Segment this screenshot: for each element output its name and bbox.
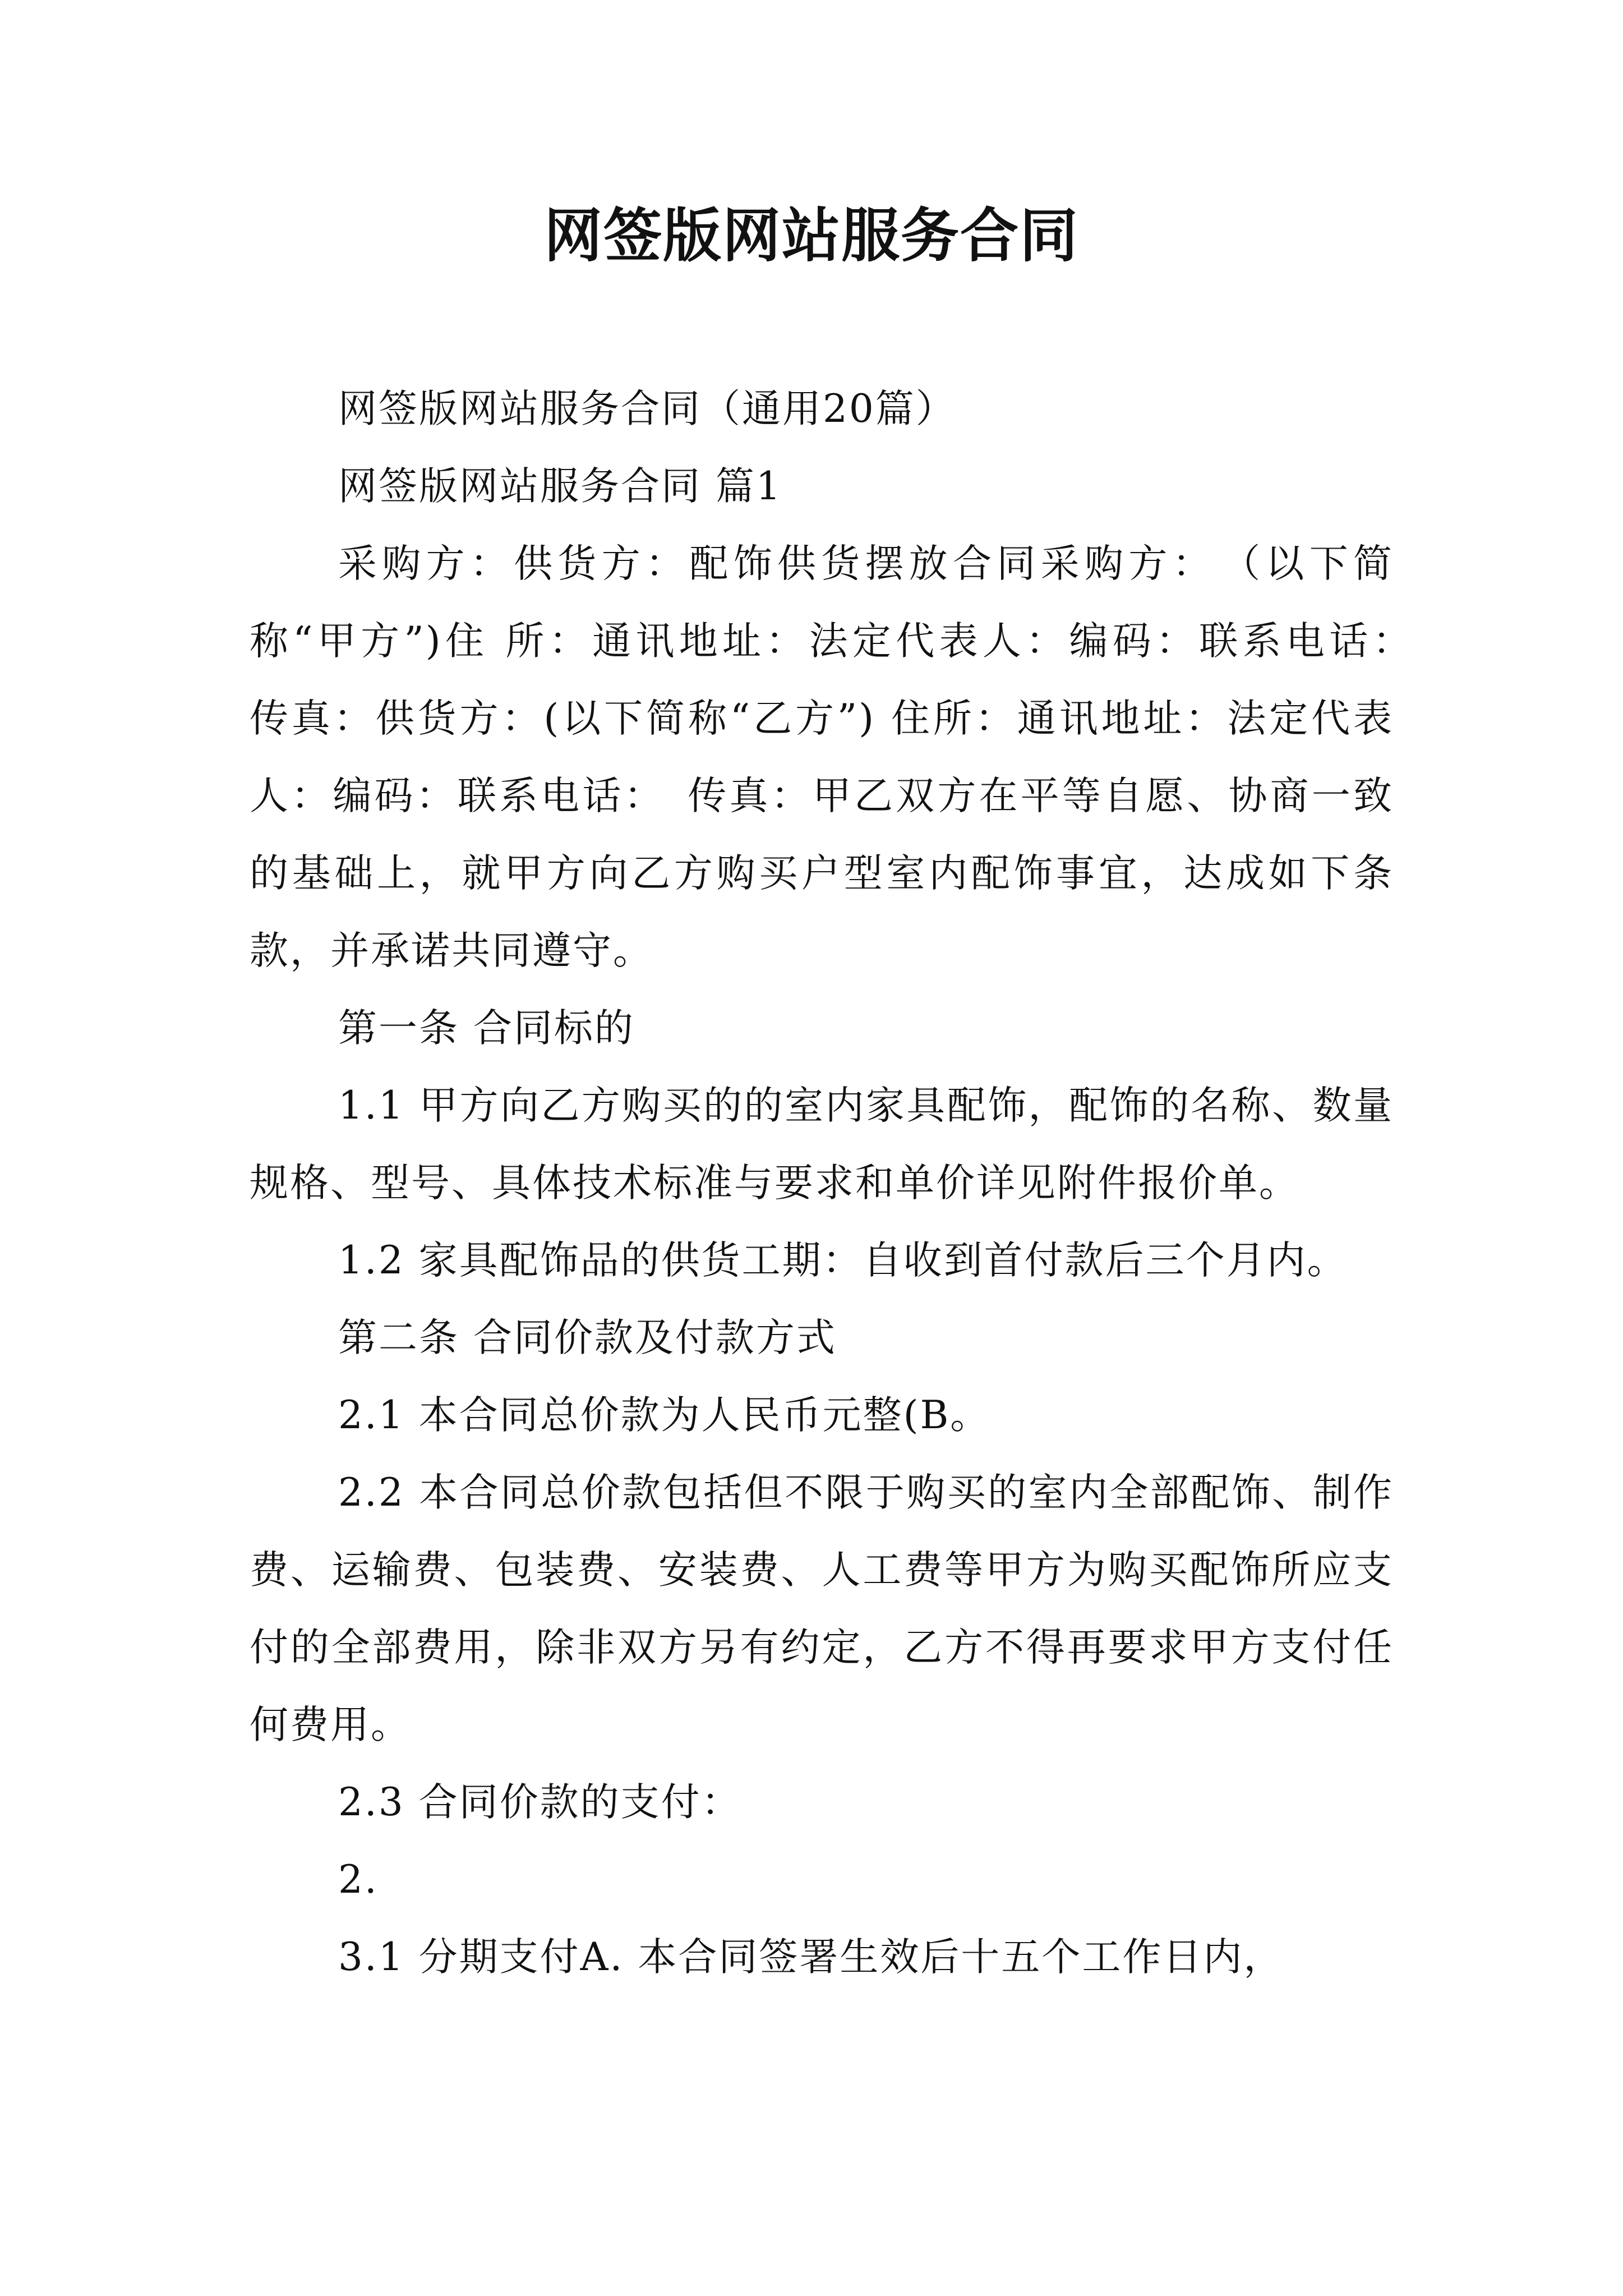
- clause-2-fragment: 2.: [338, 1857, 379, 1902]
- clause-2-3: 2.3 合同价款的支付：: [338, 1780, 742, 1825]
- parties-paragraph: 采购方：供货方：配饰供货摆放合同采购方： （以下简称“甲方”)住 所：通讯地址：法定代表人：编码：联系电话： 传真：供货方：(以下简称“乙方”) 住所：通讯地址：法定代表人：编码：联系电话： 传真：甲乙双方在平等自愿、协商一致的基础上，就甲方向乙方购买户型室内配饰事宜，达成如下条款，并承诺共同遵守。: [250, 541, 1434, 973]
- clause-1-2: 1.2 家具配饰品的供货工期：自收到首付款后三个月内。: [338, 1238, 1348, 1283]
- article-2-heading: 第二条 合同价款及付款方式: [338, 1315, 837, 1360]
- article-1-heading: 第一条 合同标的: [338, 1006, 635, 1051]
- clause-2-2: 2.2 本合同总价款包括但不限于购买的室内全部配饰、制作费、运输费、包装费、安装费、人工费等甲方为购买配饰所应支付的全部费用，除非双方另有约定，乙方不得再要求甲方支付任何费用。: [250, 1470, 1394, 1747]
- clause-1-1: 1.1 甲方向乙方购买的的室内家具配饰，配饰的名称、数量规格、型号、具体技术标准与要求和单价详见附件报价单。: [250, 1083, 1394, 1205]
- clause-3-1: 3.1 分期支付A. 本合同签署生效后十五个工作日内，: [338, 1935, 1284, 1980]
- section-heading: 网签版网站服务合同 篇1: [338, 464, 782, 509]
- document-body: [250, 370, 1434, 1996]
- document-title: 网签版网站服务合同: [543, 201, 1079, 270]
- clause-2-1: 2.1 本合同总价款为人民币元整(B。: [338, 1393, 991, 1438]
- collection-heading: 网签版网站服务合同（通用20篇）: [338, 386, 956, 431]
